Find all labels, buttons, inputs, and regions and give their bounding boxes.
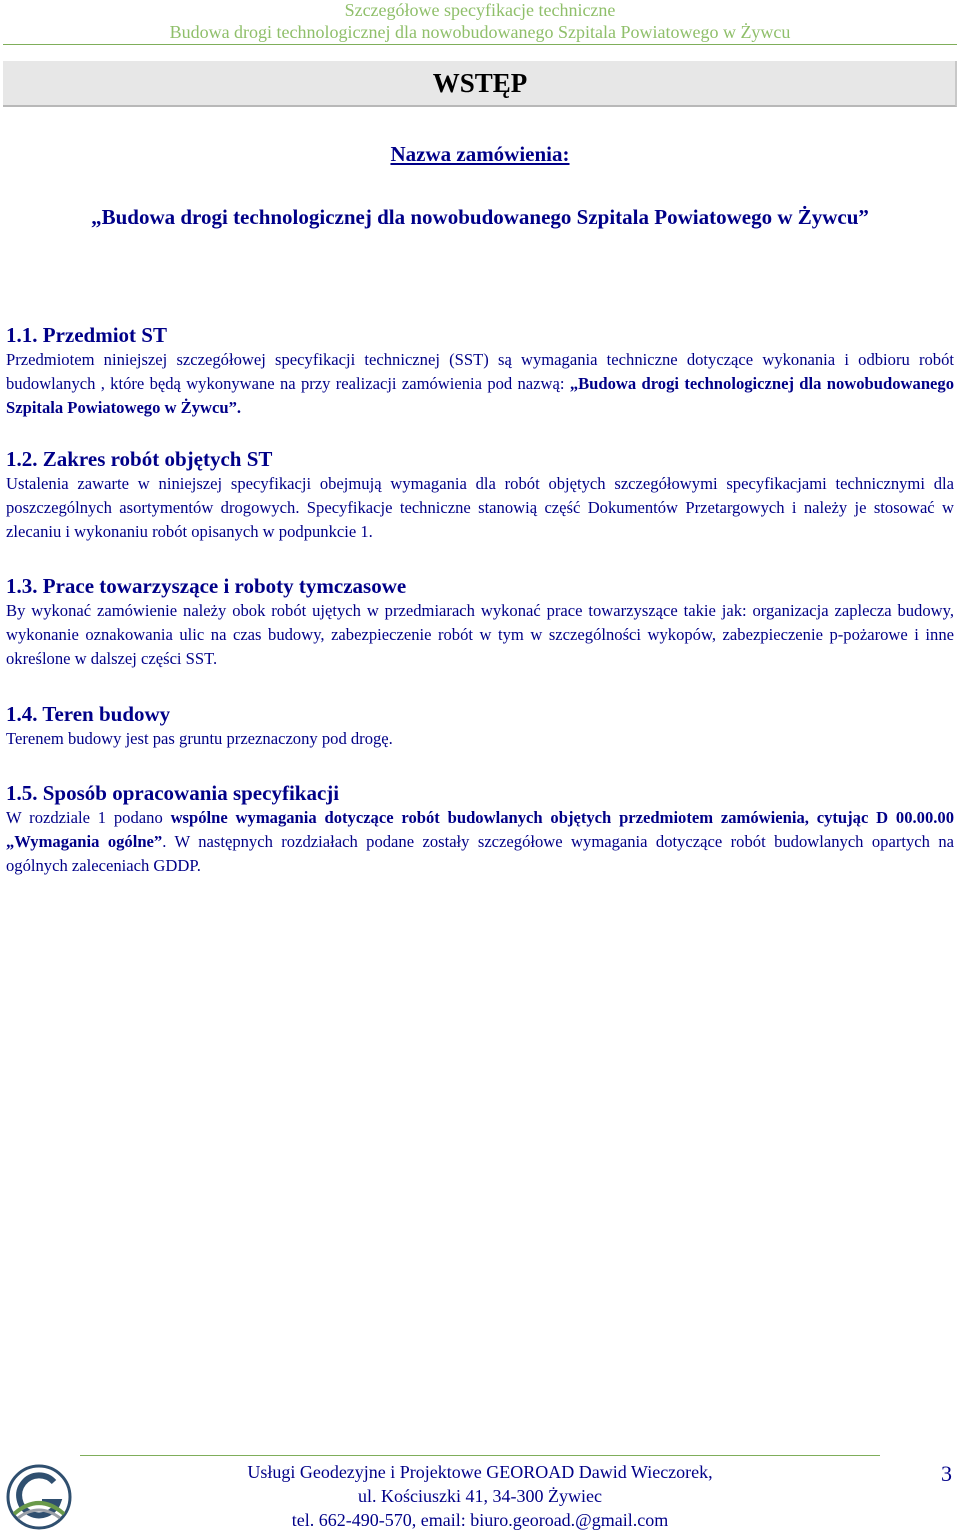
section-text-bold: wspólne wymagania dotyczące robót budowlanych objętych przedmiotem zamówienia, cytując D 00.00.00 „Wymagania ogólne”	[6, 808, 954, 851]
section-text	[6, 806, 954, 878]
section-1-4	[6, 701, 954, 751]
section-heading: 1.3. Prace towarzyszące i roboty tymczasowe	[6, 574, 407, 598]
order-label: Nazwa zamówienia:	[390, 142, 570, 166]
section-text-bold: „Budowa drogi technologicznej dla nowobudowanego Szpitala Powiatowego w Żywcu”.	[6, 374, 955, 417]
header-project-name: Budowa drogi technologicznej dla nowobudowanego Szpitala Powiatowego w Żywcu	[169, 22, 791, 42]
section-text-plain: . W następnych rozdziałach podane zostały szczegółowe wymagania dotyczące robót budowlanych opartych na ogólnych zaleceniach GDDP.	[6, 832, 954, 875]
page-number: 3	[941, 1461, 952, 1486]
section-text-plain: W rozdziale 1 podano	[6, 808, 171, 827]
footer-divider	[80, 1455, 880, 1456]
order-name: „Budowa drogi technologicznej dla nowobudowanego Szpitala Powiatowego w Żywcu”	[91, 205, 869, 229]
header-doc-type: Szczegółowe specyfikacje techniczne	[344, 0, 616, 20]
section-text: By wykonać zamówienie należy obok robót ujętych w przedmiarach wykonać prace towarzyszące takie jak: organizacja zaplecza budowy, wykonanie oznakowania ulic na czas budowy, zabezpieczenie robót w tym w szczególności wykopów, zabezpieczenie p-pożarowe i inne określone w dalszej części SST.	[6, 601, 954, 668]
header-divider	[3, 44, 957, 45]
section-heading: 1.1. Przedmiot ST	[6, 323, 167, 347]
section-1-1	[6, 322, 954, 420]
footer-contact: tel. 662-490-570, email: biuro.georoad.@gmail.com	[291, 1510, 669, 1530]
footer-address: ul. Kościuszki 41, 34-300 Żywiec	[358, 1486, 602, 1506]
section-heading: 1.4. Teren budowy	[6, 702, 171, 726]
section-text: Terenem budowy jest pas gruntu przeznaczony pod drogę.	[6, 729, 393, 748]
section-heading: 1.2. Zakres robót objętych ST	[6, 447, 273, 471]
section-1-3	[6, 573, 954, 671]
section-text: Ustalenia zawarte w niniejszej specyfikacji obejmują wymagania dla robót objętych szczegółowymi specyfikacjami technicznymi dla poszczególnych asortymentów drogowych. Specyfikacje techniczne stanowią część Dokumentów Przetargowych i należy je stosować w zlecaniu i wykonaniu robót opisanych w podpunkcie 1.	[6, 474, 954, 541]
section-1-5	[6, 780, 954, 878]
footer-company: Usługi Geodezyjne i Projektowe GEOROAD Dawid Wieczorek,	[247, 1462, 713, 1482]
section-1-2	[6, 446, 954, 544]
page-title: WSTĘP	[432, 68, 528, 98]
section-text-plain: Przedmiotem niniejszej szczegółowej specyfikacji technicznej (SST) są wymagania techniczne dotyczące wykonania i odbioru robót budowlanych , które będą wykonywane na przy realizacji zamówienia pod nazwą:	[6, 350, 954, 393]
section-heading: 1.5. Sposób opracowania specyfikacji	[6, 781, 340, 805]
section-text	[6, 348, 954, 420]
